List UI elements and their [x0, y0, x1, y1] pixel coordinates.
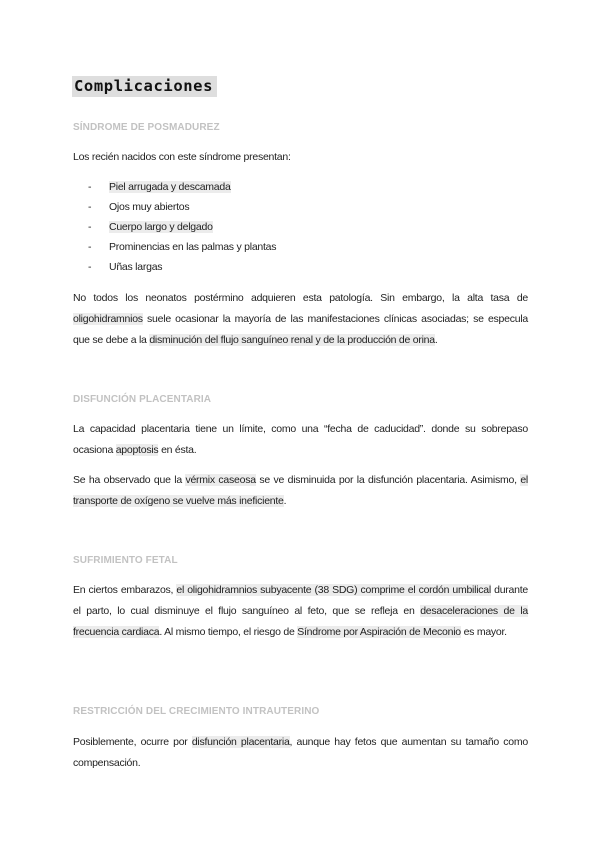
list-item: - Piel arrugada y descamada	[88, 177, 276, 197]
posmadurez-intro: Los recién nacidos con este síndrome presentan:	[73, 151, 291, 163]
disfuncion-paragraph-2: Se ha observado que la vérmix caseosa se ve disminuida por la disfunción placentaria. Asimismo, el transporte de oxígeno se vuelve más ineficiente.	[73, 474, 528, 507]
section-heading-posmadurez: SÍNDROME DE POSMADUREZ	[73, 122, 220, 133]
posmadurez-paragraph: No todos los neonatos postérmino adquieren esta patología. Sin embargo, la alta tasa de oligohidramnios suele ocasionar la mayoría de las manifestaciones clínicas asociadas; se especula que se debe a la disminución del flujo sanguíneo renal y de la producción de orina.	[73, 292, 528, 346]
posmadurez-bullet-list	[88, 177, 276, 277]
list-item: - Cuerpo largo y delgado	[88, 217, 276, 237]
page-title: Complicaciones	[72, 76, 217, 97]
list-item: - Prominencias en las palmas y plantas	[88, 237, 276, 257]
section-heading-disfuncion: DISFUNCIÓN PLACENTARIA	[73, 394, 212, 405]
section-heading-restriccion: RESTRICCIÓN DEL CRECIMIENTO INTRAUTERINO	[73, 706, 320, 717]
list-item: - Ojos muy abiertos	[88, 197, 276, 217]
section-heading-sufrimiento: SUFRIMIENTO FETAL	[73, 555, 178, 566]
restriccion-paragraph: Posiblemente, ocurre por disfunción placentaria, aunque hay fetos que aumentan su tamaño como compensación.	[73, 736, 528, 769]
sufrimiento-paragraph: En ciertos embarazos, el oligohidramnios subyacente (38 SDG) comprime el cordón umbilical durante el parto, lo cual disminuye el flujo sanguíneo al feto, que se refleja en desaceleraciones de la frecuencia cardiaca. Al mismo tiempo, el riesgo de Síndrome por Aspiración de Meconio es mayor.	[73, 584, 528, 638]
disfuncion-paragraph-1: La capacidad placentaria tiene un límite, como una “fecha de caducidad”. donde su sobrepaso ocasiona apoptosis en ésta.	[73, 423, 528, 456]
list-item: - Uñas largas	[88, 257, 276, 277]
